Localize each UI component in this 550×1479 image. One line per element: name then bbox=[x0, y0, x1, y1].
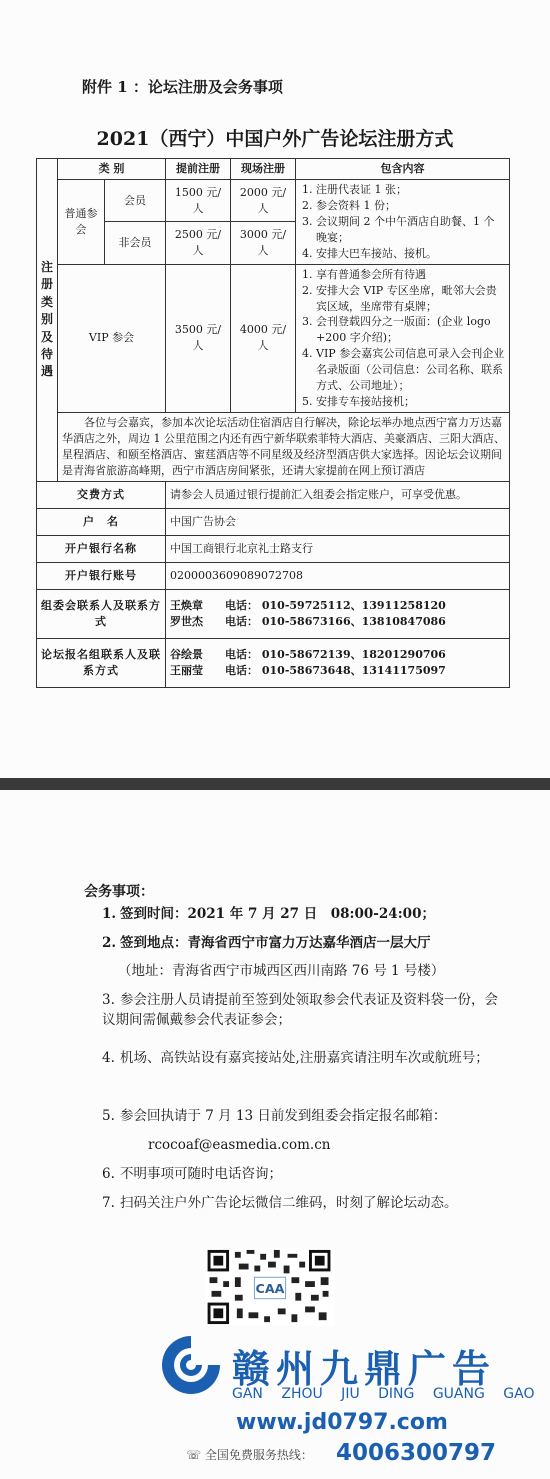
account-name-label: 户 名 bbox=[37, 508, 166, 535]
list-item: 5. 安排专车接站接机； bbox=[316, 394, 505, 410]
contact-phones: 010-59725112、13911258120 bbox=[261, 598, 446, 612]
table-row-account-name bbox=[37, 508, 510, 535]
regular-includes bbox=[296, 179, 510, 264]
contact-name: 王丽莹 bbox=[170, 663, 204, 677]
table-row-vip bbox=[37, 264, 510, 412]
registration-table bbox=[36, 158, 510, 688]
brand-name-cn: 赣州九鼎广告 bbox=[232, 1347, 497, 1391]
meeting-item-6 bbox=[102, 1164, 502, 1184]
meeting-item-2-address: （地址：青海省西宁市城西区西川南路 76 号 1 号楼） bbox=[118, 963, 445, 979]
document-title: 2021（西宁）中国户外广告论坛注册方式 bbox=[96, 128, 454, 150]
list-item: 1. 注册代表证 1 张； bbox=[316, 182, 505, 198]
contact-phones: 010-58673648、13141175097 bbox=[261, 663, 446, 677]
item-number: 4. bbox=[102, 1050, 115, 1066]
committee-contacts bbox=[166, 589, 510, 638]
item-number: 3. bbox=[102, 992, 115, 1008]
vip-type: VIP 参会 bbox=[58, 264, 166, 412]
vip-onsite-price: 4000 元/人 bbox=[231, 264, 296, 412]
page-gap bbox=[0, 778, 550, 790]
contact-line bbox=[170, 598, 505, 614]
header-early: 提前注册 bbox=[166, 159, 231, 180]
payment-label: 交费方式 bbox=[37, 481, 166, 508]
meeting-item-1 bbox=[102, 904, 502, 924]
list-item: 2. 安排大会 VIP 专区坐席，毗邻大会贵宾区域，坐席带有桌牌； bbox=[316, 283, 505, 315]
contact-name: 王焕章 bbox=[170, 598, 204, 612]
hotline-label-text: 全国免费服务热线： bbox=[204, 1448, 313, 1462]
hotel-notice: 各位与会嘉宾，参加本次论坛活动住宿酒店自行解决，除论坛举办地点西宁富力万达嘉华酒店之外，周边 1 公里范围之内还有西宁新华联索菲特大酒店、美豪酒店、三阳大酒店、星程酒店、和颐至格酒店、蜜莛酒店等不同星级及经济型酒店供大家选择。因论坛会议期间是青海省旅游高峰期，西宁市酒店房间紧张，还请大家提前在网上预订酒店 bbox=[58, 413, 510, 482]
payment-value: 请参会人员通过银行提前汇入组委会指定账户，可享受优惠。 bbox=[166, 481, 510, 508]
account-no-label: 开户银行账号 bbox=[37, 562, 166, 589]
vip-includes bbox=[296, 264, 510, 412]
contact-line bbox=[170, 614, 505, 630]
signup-contacts bbox=[166, 638, 510, 687]
phone-label: 电话： bbox=[225, 647, 259, 661]
list-item: 4. 安排大巴车接站、接机。 bbox=[316, 246, 505, 262]
side-category-label: 注册类别及待遇 bbox=[37, 159, 58, 482]
table-header-row bbox=[37, 159, 510, 180]
contact-line bbox=[170, 647, 505, 663]
meeting-item-4 bbox=[102, 1048, 502, 1068]
vip-early-price: 3500 元/人 bbox=[166, 264, 231, 412]
attachment-title: 附件 1 ：论坛注册及会务事项 bbox=[82, 78, 283, 96]
wechat-qr-code bbox=[204, 1248, 336, 1326]
meeting-item-2 bbox=[102, 933, 502, 953]
item-text: 不明事项可随时电话咨询； bbox=[120, 1166, 282, 1182]
hotline-label bbox=[186, 1446, 313, 1463]
item-text: 机场、高铁站设有嘉宾接站处,注册嘉宾请注明车次或航班号； bbox=[120, 1050, 489, 1066]
bank-value: 中国工商银行北京礼士路支行 bbox=[166, 535, 510, 562]
item-number: 7. bbox=[102, 1195, 115, 1211]
contact-name: 谷绘景 bbox=[170, 647, 204, 661]
contact-line bbox=[170, 663, 505, 679]
item-text: 青海省西宁市富力万达嘉华酒店一层大厅 bbox=[187, 935, 431, 951]
member-onsite-price: 2000 元/人 bbox=[231, 179, 296, 221]
meeting-heading: 会务事项： bbox=[84, 884, 154, 900]
item-text: 2021 年 7 月 27 日 08:00-24:00； bbox=[187, 906, 435, 922]
item-label: 签到时间： bbox=[120, 906, 188, 922]
item-text: 扫码关注户外广告论坛微信二维码，时刻了解论坛动态。 bbox=[120, 1195, 458, 1211]
nonmember-type: 非会员 bbox=[105, 222, 166, 264]
item-text: 参会注册人员请提前至签到处领取参会代表证及资料袋一份，会议期间需佩戴参会代表证参会； bbox=[102, 992, 498, 1029]
brand-website[interactable]: www.jd0797.com bbox=[236, 1410, 448, 1435]
phone-icon: ☏ bbox=[186, 1448, 205, 1462]
item-text: 参会回执请于 7 月 13 日前发到组委会指定报名邮箱： bbox=[120, 1108, 447, 1124]
account-name-value: 中国广告协会 bbox=[166, 508, 510, 535]
contact-phones: 010-58672139、18201290706 bbox=[261, 647, 446, 661]
header-category: 类 别 bbox=[58, 159, 166, 180]
phone-label: 电话： bbox=[225, 598, 259, 612]
table-row-notice bbox=[37, 413, 510, 482]
list-item: 4. VIP 参会嘉宾公司信息可录入会刊企业名录版面（公司信息：公司名称、联系方式、公司地址）； bbox=[316, 346, 505, 394]
meeting-item-5 bbox=[102, 1106, 502, 1126]
table-row-account-no bbox=[37, 562, 510, 589]
list-item: 3. 会议期间 2 个中午酒店自助餐、1 个晚宴； bbox=[316, 214, 505, 246]
qr-center-logo: CAA bbox=[255, 1280, 285, 1296]
phone-label: 电话： bbox=[225, 614, 259, 628]
table-row-committee bbox=[37, 589, 510, 638]
member-type: 会员 bbox=[105, 179, 166, 221]
item-label: 签到地点： bbox=[120, 935, 188, 951]
table-row-payment bbox=[37, 481, 510, 508]
list-item: 1. 享有普通参会所有待遇 bbox=[316, 267, 505, 283]
contact-name: 罗世杰 bbox=[170, 614, 204, 628]
phone-label: 电话： bbox=[225, 663, 259, 677]
hotline-number[interactable]: 4006300797 bbox=[336, 1440, 497, 1466]
table-row-member bbox=[37, 179, 510, 221]
nonmember-early-price: 2500 元/人 bbox=[166, 222, 231, 264]
table-row-signup bbox=[37, 638, 510, 687]
brand-logo-icon bbox=[158, 1332, 224, 1398]
member-early-price: 1500 元/人 bbox=[166, 179, 231, 221]
header-includes: 包含内容 bbox=[296, 159, 510, 180]
signup-email[interactable]: rcocoaf@easmedia.com.cn bbox=[148, 1137, 331, 1153]
item-number: 1. bbox=[102, 906, 117, 922]
list-item: 3. 会刊登载四分之一版面：(企业 logo +200 字介绍)； bbox=[316, 314, 505, 346]
item-number: 6. bbox=[102, 1166, 115, 1182]
nonmember-onsite-price: 3000 元/人 bbox=[231, 222, 296, 264]
item-number: 2. bbox=[102, 935, 117, 951]
meeting-item-3 bbox=[102, 990, 502, 1031]
item-number: 5. bbox=[102, 1108, 115, 1124]
regular-group-label: 普通参会 bbox=[58, 179, 105, 264]
table-row-bank bbox=[37, 535, 510, 562]
account-no-value: 0200003609089072708 bbox=[166, 562, 510, 589]
signup-label: 论坛报名组联系人及联系方式 bbox=[37, 638, 166, 687]
contact-phones: 010-58673166、13810847086 bbox=[261, 614, 446, 628]
list-item: 2. 参会资料 1 份； bbox=[316, 198, 505, 214]
meeting-item-7 bbox=[102, 1193, 502, 1213]
committee-label: 组委会联系人及联系方式 bbox=[37, 589, 166, 638]
bank-label: 开户银行名称 bbox=[37, 535, 166, 562]
brand-name-pinyin: GAN ZHOU JIU DING GUANG GAO bbox=[232, 1386, 535, 1402]
header-onsite: 现场注册 bbox=[231, 159, 296, 180]
